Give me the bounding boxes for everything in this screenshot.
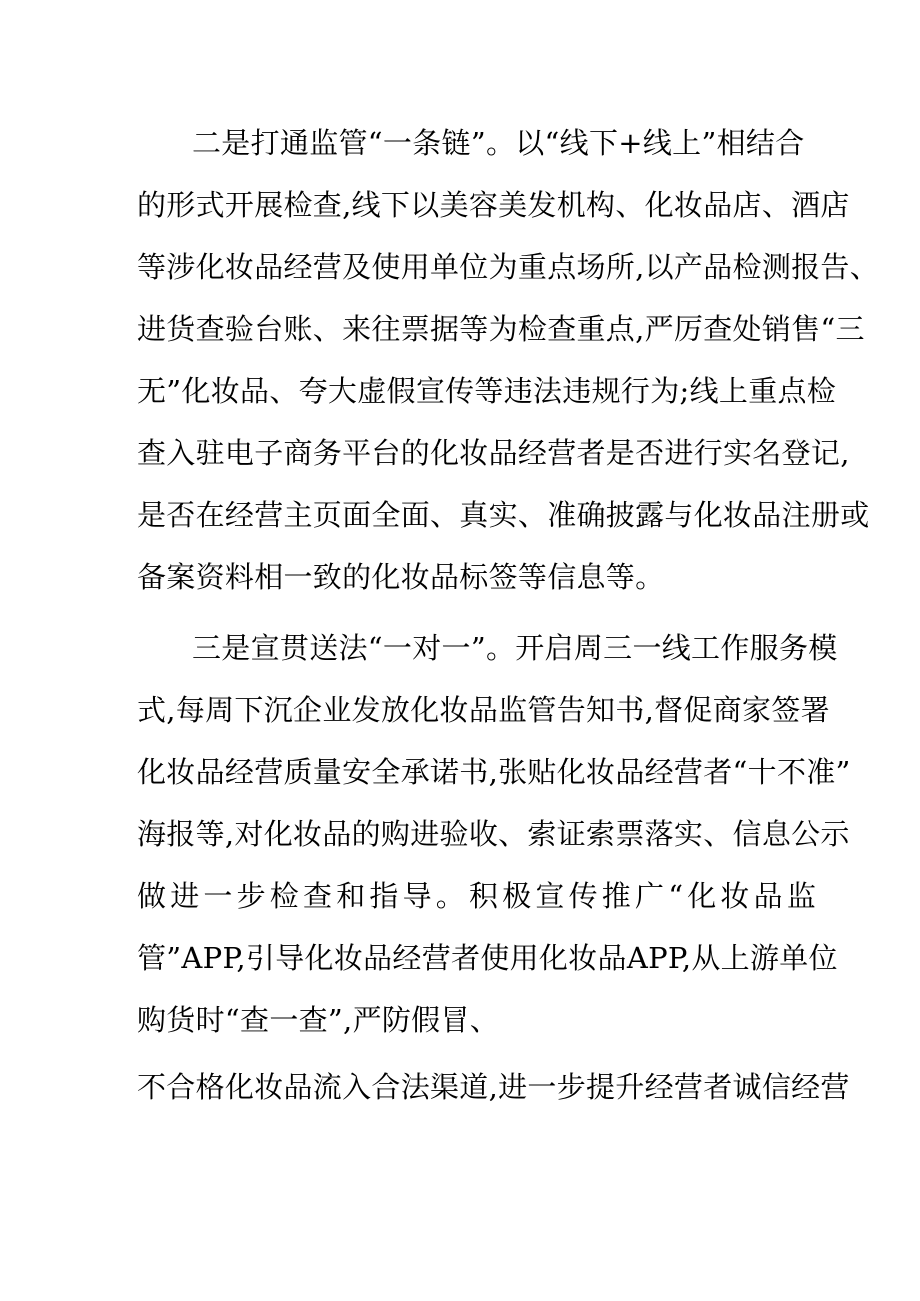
paragraph-1-line-6: 查入驻电子商务平台的化妆品经营者是否进行实名登记, (137, 436, 850, 470)
paragraph-1-line-3: 等涉化妆品经营及使用单位为重点场所,以产品检测报告、 (137, 250, 880, 284)
paragraph-2-line-4: 海报等,对化妆品的购进验收、索证索票落实、信息公示 (137, 817, 850, 851)
paragraph-2-line-1: 三是宣贯送法“一对一”。开启周三一线工作服务模 (192, 631, 838, 665)
paragraph-2-line-7: 购货时“查一查”,严防假冒、 (137, 1003, 500, 1037)
paragraph-2-line-6: 管”APP,引导化妆品经营者使用化妆品APP,从上游单位 (137, 941, 838, 975)
paragraph-2-line-5: 做进一步检查和指导。积极宣传推广“化妆品监 (137, 879, 821, 913)
paragraph-2-line-2: 式,每周下沉企业发放化妆品监管告知书,督促商家签署 (137, 693, 830, 727)
paragraph-2-line-8: 不合格化妆品流入合法渠道,进一步提升经营者诚信经营 (137, 1070, 850, 1104)
paragraph-1-line-2: 的形式开展检查,线下以美容美发机构、化妆品店、酒店 (137, 188, 850, 222)
paragraph-2-line-3: 化妆品经营质量安全承诺书,张贴化妆品经营者“十不准” (137, 755, 851, 789)
paragraph-1-line-8: 备案资料相一致的化妆品标签等信息等。 (137, 560, 665, 594)
paragraph-1-line-5: 无”化妆品、夸大虚假宣传等违法违规行为;线上重点检 (137, 374, 837, 408)
paragraph-1-line-7: 是否在经营主页面全面、真实、准确披露与化妆品注册或 (137, 498, 870, 532)
paragraph-1-line-4: 进货查验台账、来往票据等为检查重点,严厉查处销售“三 (137, 312, 865, 346)
paragraph-1-line-1: 二是打通监管“一条链”。以“线下+线上”相结合 (192, 126, 805, 160)
